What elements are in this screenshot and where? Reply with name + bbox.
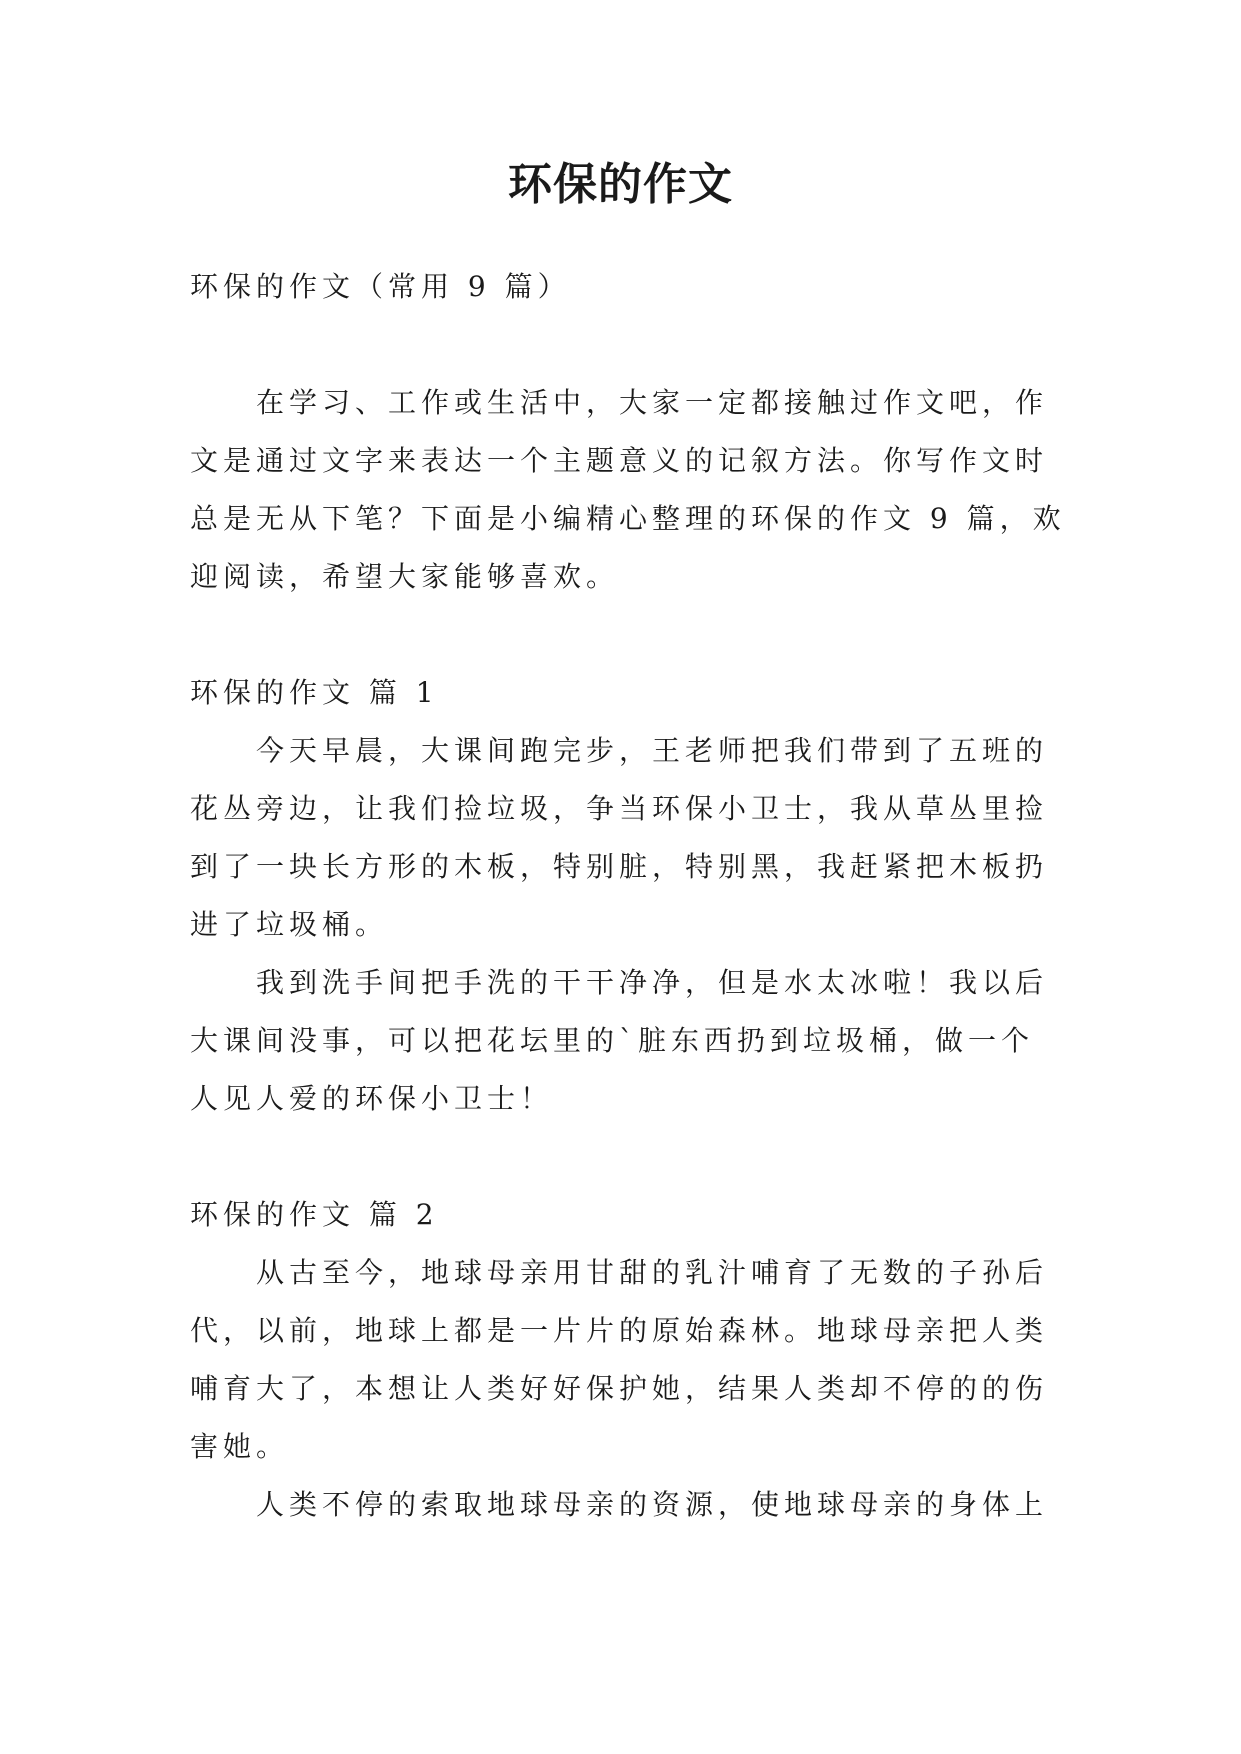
paragraph-line: 从古至今，地球母亲用甘甜的乳汁哺育了无数的子孙后 — [256, 1256, 1049, 1289]
paragraph-line: 害她。 — [190, 1430, 290, 1463]
paragraph-line: 人类不停的索取地球母亲的资源，使地球母亲的身体上 — [256, 1488, 1049, 1521]
spacer — [190, 316, 1052, 374]
paragraph-line: 大课间没事，可以把花坛里的`脏东西扔到垃圾桶，做一个 — [190, 1024, 1035, 1057]
paragraph-line: 代，以前，地球上都是一片片的原始森林。地球母亲把人类 — [190, 1314, 1049, 1347]
intro-line-2: 文是通过文字来表达一个主题意义的记叙方法。你写作文时 — [190, 444, 1049, 477]
section-1-paragraph-1 — [190, 722, 1052, 954]
document-title: 环保的作文 — [508, 159, 733, 210]
paragraph-line: 到了一块长方形的木板，特别脏，特别黑，我赶紧把木板扔 — [190, 850, 1049, 883]
paragraph-line: 进了垃圾桶。 — [190, 908, 389, 941]
section-2-heading: 环保的作文 篇 2 — [190, 1198, 439, 1231]
spacer — [190, 1128, 1052, 1186]
paragraph-line: 今天早晨，大课间跑完步，王老师把我们带到了五班的 — [256, 734, 1049, 767]
intro-line-1: 在学习、工作或生活中，大家一定都接触过作文吧，作 — [256, 386, 1049, 419]
paragraph-line: 哺育大了，本想让人类好好保护她，结果人类却不停的的伤 — [190, 1372, 1049, 1405]
paragraph-line: 花丛旁边，让我们捡垃圾，争当环保小卫士，我从草丛里捡 — [190, 792, 1049, 825]
section-1-heading: 环保的作文 篇 1 — [190, 676, 439, 709]
intro-line-4: 迎阅读，希望大家能够喜欢。 — [190, 560, 620, 593]
intro-line-3: 总是无从下笔？下面是小编精心整理的环保的作文 9 篇，欢 — [190, 502, 1066, 535]
section-2-paragraph-2 — [190, 1476, 1052, 1534]
document-subtitle: 环保的作文（常用 9 篇） — [190, 270, 571, 303]
paragraph-line: 我到洗手间把手洗的干干净净，但是水太冰啦！我以后 — [256, 966, 1049, 999]
paragraph-line: 人见人爱的环保小卫士！ — [190, 1082, 554, 1115]
section-1-paragraph-2 — [190, 954, 1052, 1128]
intro-paragraph — [190, 374, 1066, 606]
section-2-paragraph-1 — [190, 1244, 1052, 1476]
spacer — [190, 606, 1052, 664]
document-body — [190, 258, 1066, 1534]
